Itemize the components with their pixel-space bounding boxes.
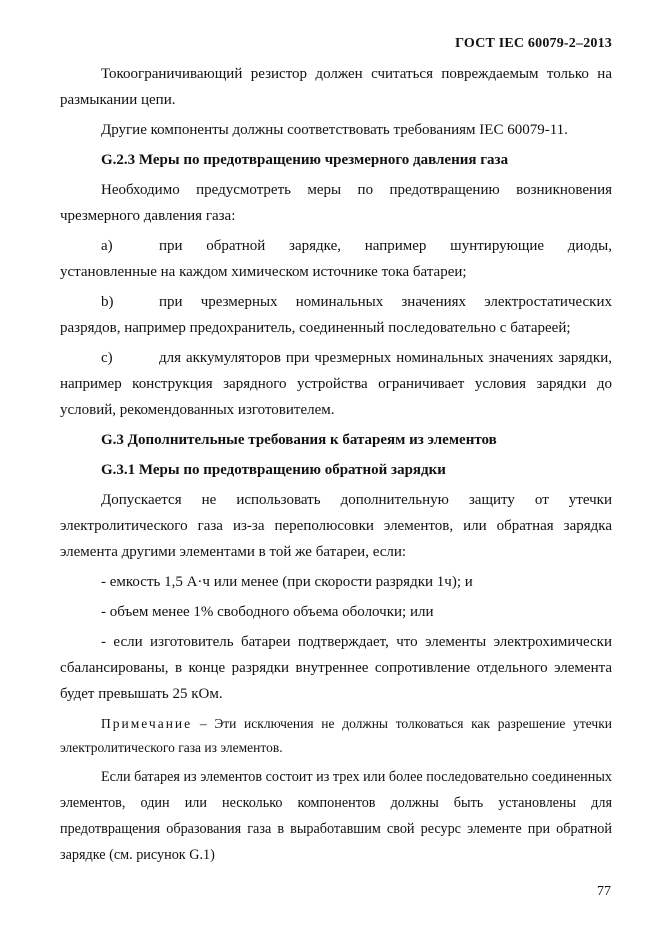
page-content	[60, 61, 612, 868]
standard-header: ГОСТ IEC 60079-2–2013	[455, 36, 612, 51]
paragraph-pressure-measures: Необходимо предусмотреть меры по предотвращению возникновения чрезмерного давления газа:	[60, 182, 612, 224]
page-number: 77	[597, 884, 611, 899]
list-item-b	[60, 289, 612, 341]
paragraph-reverse-charge: Допускается не использовать дополнительную защиту от утечки электролитического газа из-за переполюсовки элементов, или обратная зарядка элемента другими элементами в той же батареи, если:	[60, 492, 612, 560]
note-text: – Эти исключения не должны толковаться как разрешение утечки электролитического газа из элементов.	[60, 716, 612, 755]
paragraph-series-cells: Если батарея из элементов состоит из трех или более последовательно соединенных элементов, один или несколько компонентов должны быть установлены для предотвращения образования газа в выработавшим свой ресурс элементе при обратной зарядке (см. рисунок G.1)	[60, 769, 612, 863]
condition-volume: - объем менее 1% свободного объема оболочки; или	[101, 604, 434, 620]
paragraph-other-components: Другие компоненты должны соответствовать требованиям IEC 60079-11.	[101, 122, 568, 138]
note	[60, 712, 612, 760]
heading-g3: G.3 Дополнительные требования к батареям из элементов	[101, 432, 497, 448]
list-item-c	[60, 345, 612, 423]
list-text-a: при обратной зарядке, например шунтирующие диоды, установленные на каждом химическом источнике тока батареи;	[60, 238, 612, 280]
condition-balanced: - если изготовитель батареи подтверждает, что элементы электрохимически сбалансированы, в конце разрядки внутреннее сопротивление отдельного элемента будет превышать 25 кОм.	[60, 634, 612, 702]
note-label: Примечание	[101, 716, 193, 731]
condition-capacity: - емкость 1,5 А·ч или менее (при скорости разрядки 1ч); и	[101, 574, 473, 590]
heading-g23: G.2.3 Меры по предотвращению чрезмерного давления газа	[101, 152, 509, 168]
list-marker-b: b)	[101, 294, 114, 310]
list-marker-c: c)	[101, 350, 113, 366]
list-item-a	[60, 233, 612, 285]
list-text-b: при чрезмерных номинальных значениях электростатических разрядов, например предохранитель, соединенный последовательно с батареей;	[60, 294, 612, 336]
list-text-c: для аккумуляторов при чрезмерных номинальных значениях зарядки, например конструкция зарядного устройства ограничивает условия зарядки до условий, рекомендованных изготовителем.	[60, 350, 612, 418]
paragraph-resistor: Токоограничивающий резистор должен считаться повреждаемым только на размыкании цепи.	[60, 66, 612, 108]
list-marker-a: a)	[101, 238, 113, 254]
heading-g31: G.3.1 Меры по предотвращению обратной зарядки	[101, 462, 446, 478]
